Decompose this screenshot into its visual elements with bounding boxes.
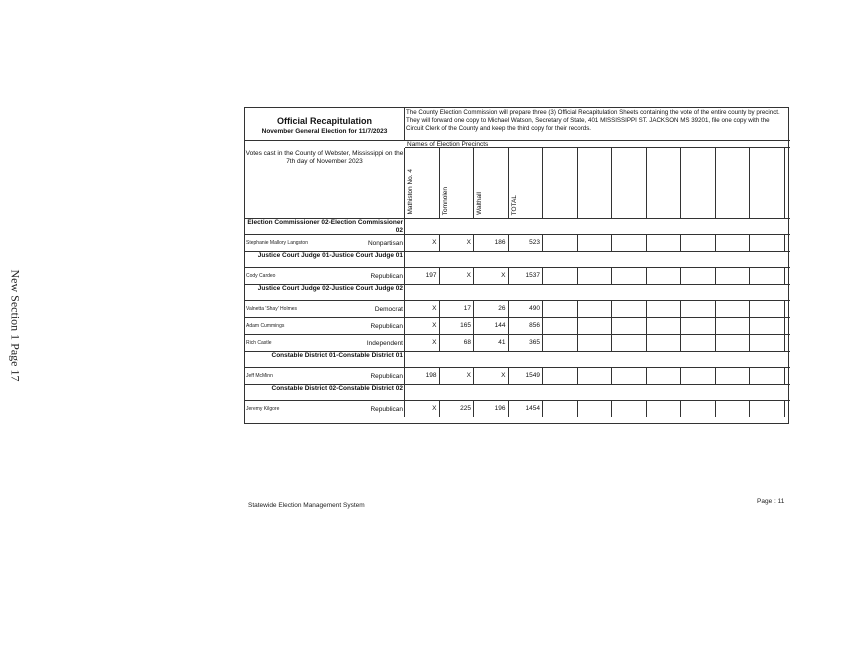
precinct-column-label: TOTAL [510,194,518,215]
vote-count-cell: X [405,301,440,317]
vote-count-cell: 41 [474,335,509,351]
vote-count-cell: 1454 [509,401,544,417]
vote-count-cell: 1537 [509,268,544,284]
vote-count-cell: 365 [509,335,544,351]
vote-count-cell: 1549 [509,368,544,384]
candidate-row [245,234,790,251]
empty-cell [612,368,647,384]
contest-title: Justice Court Judge 02-Justice Court Judge 02 [245,285,405,300]
candidate-party: Republican [341,268,405,284]
vote-count-cell: X [405,235,440,251]
instructions-note: The County Election Commission will prepare three (3) Official Recapitulation Sheets containing the vote of the entire county by precinct. They will forward one copy to Michael Watson, Secretary of State, 401 MISSISSIPPI ST. JACKSON MS 39201, file one copy with the Circuit Clerk of the County and keep the third copy for their records. [405,108,790,141]
empty-cell [681,368,716,384]
empty-cell [716,301,751,317]
empty-cell [647,318,682,334]
empty-cell [578,301,613,317]
candidate-party: Independent [341,335,405,351]
empty-cell [716,335,751,351]
precinct-column-header [474,148,509,218]
empty-cell [647,401,682,417]
vote-count-cell: X [440,268,475,284]
vote-count-cell: 26 [474,301,509,317]
candidate-row [245,367,790,384]
empty-cell [647,335,682,351]
precinct-column-label: Walthall [476,192,483,215]
vote-count-cell: 523 [509,235,544,251]
empty-cell [750,335,785,351]
vote-count-cell: X [440,368,475,384]
precinct-column-header [578,148,613,218]
empty-cell [578,401,613,417]
empty-cell [716,235,751,251]
empty-cell [543,335,578,351]
precinct-column-header [440,148,475,218]
header-title-block [245,108,405,141]
empty-cell [578,368,613,384]
vote-count-cell: 144 [474,318,509,334]
empty-cell [647,368,682,384]
vote-count-cell: 856 [509,318,544,334]
empty-cell [578,318,613,334]
precinct-column-header [681,148,716,218]
empty-cell [543,235,578,251]
empty-cell [612,401,647,417]
empty-cell [681,401,716,417]
empty-cell [612,235,647,251]
candidate-name: Cody Cardeo [246,273,276,279]
vote-count-cell: X [405,401,440,417]
candidate-party: Nonpartisan [341,235,405,251]
vote-count-cell: X [474,268,509,284]
precinct-column-header [543,148,578,218]
candidate-name: Jeremy Kilgore [246,406,280,412]
candidate-row [245,317,790,334]
precinct-names-header: Names of Election Precincts [405,141,790,148]
vote-count-cell: 197 [405,268,440,284]
empty-cell [681,301,716,317]
empty-cell [543,401,578,417]
contest-section-header [245,284,790,300]
empty-cell [578,335,613,351]
contest-section-header [245,218,790,234]
candidate-row [245,267,790,284]
precinct-column-header [716,148,751,218]
empty-cell [750,368,785,384]
vote-count-cell: X [440,235,475,251]
precinct-column-header [750,148,785,218]
contest-title: Election Commissioner 02-Election Commissioner 02 [245,219,405,234]
empty-cell [578,235,613,251]
empty-cell [750,235,785,251]
votes-cast-label: Votes cast in the County of Webster, Mississippi on the 7th day of November 2023 [245,148,405,218]
candidate-party: Republican [341,368,405,384]
empty-cell [750,301,785,317]
precinct-column-header [509,148,544,218]
vote-count-cell: X [405,335,440,351]
candidate-row [245,400,790,417]
contest-section-header [245,384,790,400]
empty-cell [647,268,682,284]
candidate-row [245,300,790,317]
empty-cell [750,318,785,334]
empty-cell [716,368,751,384]
empty-cell [716,401,751,417]
candidate-party: Republican [341,401,405,417]
empty-cell [543,268,578,284]
empty-cell [716,318,751,334]
precinct-column-header [612,148,647,218]
empty-cell [543,318,578,334]
empty-cell [612,318,647,334]
vote-count-cell: 68 [440,335,475,351]
candidate-name: Adam Cummings [246,323,285,329]
page-title: Official Recapitulation [276,116,372,126]
candidate-party: Democrat [341,301,405,317]
side-page-label: New Section 1 Page 17 [8,269,23,382]
contest-title: Justice Court Judge 01-Justice Court Judge 01 [245,252,405,267]
page-subtitle: November General Election for 11/7/2023 [261,128,388,135]
vote-count-cell: X [474,368,509,384]
empty-cell [716,268,751,284]
candidate-row [245,334,790,351]
empty-cell [612,335,647,351]
empty-cell [750,268,785,284]
empty-cell [681,268,716,284]
candidate-name: Stephanie Mallory Langston [246,240,308,246]
contest-section-header [245,251,790,267]
vote-count-cell: 165 [440,318,475,334]
candidate-name: Valnetta 'Shay' Holmes [246,306,298,312]
empty-cell [681,235,716,251]
contest-title: Constable District 02-Constable District 02 [245,385,405,400]
candidate-name: Jeff McMinn [246,373,273,379]
vote-count-cell: 198 [405,368,440,384]
empty-cell [612,268,647,284]
empty-cell [543,368,578,384]
precinct-column-label: Mathiston No. 4 [407,169,414,215]
vote-count-cell: 186 [474,235,509,251]
footer-system-name: Statewide Election Management System [248,502,365,509]
empty-cell [647,301,682,317]
precinct-column-header [405,148,440,218]
vote-count-cell: 490 [509,301,544,317]
contest-section-header [245,351,790,367]
vote-count-cell: 225 [440,401,475,417]
precinct-column-header [647,148,682,218]
recap-sheet [244,107,789,424]
vote-count-cell: 196 [474,401,509,417]
empty-cell [681,318,716,334]
empty-cell [612,301,647,317]
vote-count-cell: 17 [440,301,475,317]
empty-cell [543,301,578,317]
empty-cell [578,268,613,284]
footer-page-number: Page : 11 [757,498,785,505]
candidate-name: Rich Castle [246,340,272,346]
candidate-party: Republican [341,318,405,334]
empty-cell [681,335,716,351]
empty-cell [647,235,682,251]
empty-cell [750,401,785,417]
vote-count-cell: X [405,318,440,334]
precinct-column-label: Tomnolen [441,186,449,215]
contest-title: Constable District 01-Constable District 01 [245,352,405,367]
